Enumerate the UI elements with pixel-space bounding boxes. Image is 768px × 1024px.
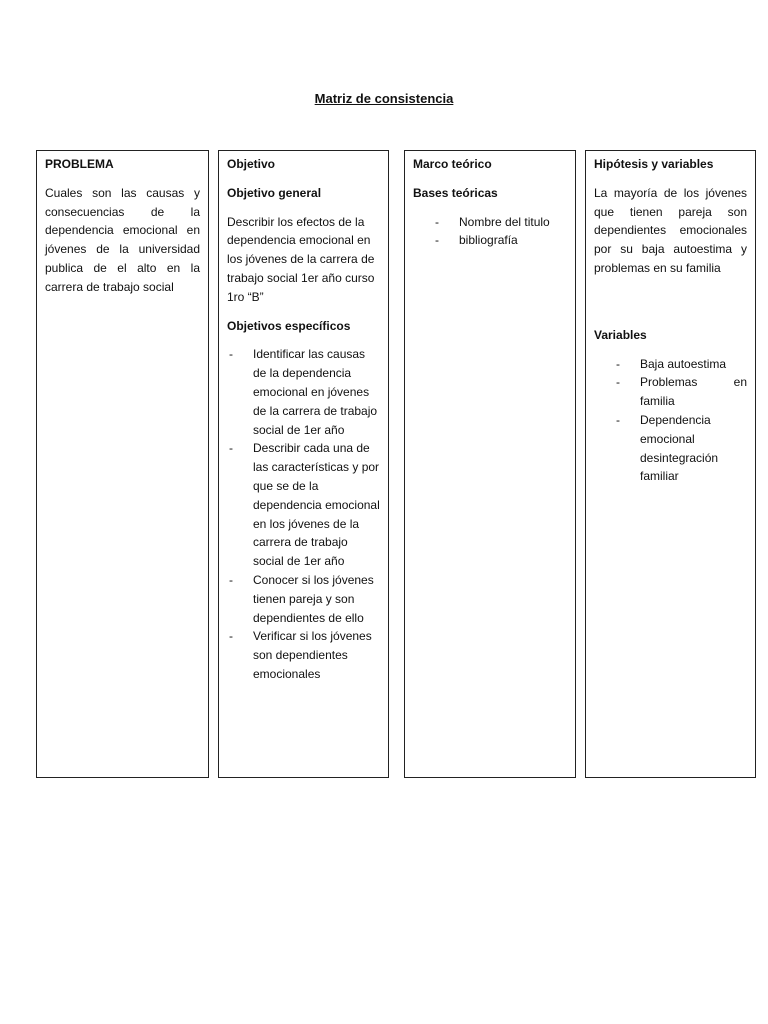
objetivo-heading: Objetivo (227, 157, 276, 171)
list-item: - bibliografía (413, 231, 567, 250)
hipotesis-heading: Hipótesis y variables (594, 157, 714, 171)
variables-heading: Variables (594, 327, 647, 342)
objetivo-general-heading: Objetivo general (227, 185, 322, 200)
list-item: - Baja autoestima (594, 355, 747, 374)
spacer (594, 288, 747, 326)
objetivos-especificos-list (227, 345, 380, 683)
bases-teoricas-heading: Bases teóricas (413, 185, 498, 200)
marco-teorico-heading: Marco teórico (413, 157, 492, 171)
objetivo-column (218, 150, 389, 778)
problema-heading: PROBLEMA (45, 157, 114, 171)
list-item: - Verificar si los jóvenes son dependientes emocionales (227, 627, 380, 683)
problema-column (36, 150, 209, 778)
document-title: Matriz de consistencia (314, 91, 454, 106)
list-item: - Describir cada una de las características y por que se de la dependencia emocional en los jóvenes de la carrera de trabajo social de 1er año (227, 439, 380, 571)
objetivos-especificos-heading: Objetivos específicos (227, 318, 351, 333)
marco-teorico-column (404, 150, 576, 778)
variables-list (594, 355, 747, 487)
list-item: - Identificar las causas de la dependencia emocional en jóvenes de la carrera de trabajo social de 1er año (227, 345, 380, 439)
bases-teoricas-list (413, 213, 567, 251)
hipotesis-text: La mayoría de los jóvenes que tienen pareja son dependientes emocionales por su baja autoestima y problemas en su familia (594, 185, 747, 275)
problema-text: Cuales son las causas y consecuencias de la dependencia emocional en jóvenes de la universidad publica de el alto en la carrera de trabajo social (45, 185, 200, 294)
list-item: - Problemas en familia (594, 373, 747, 411)
list-item: - Dependencia emocional desintegración familiar (594, 411, 747, 486)
hipotesis-column (585, 150, 756, 778)
list-item: - Nombre del titulo (413, 213, 567, 232)
objetivo-general-text: Describir los efectos de la dependencia emocional en los jóvenes de la carrera de trabajo social 1er año curso 1ro “B” (227, 214, 375, 304)
list-item: - Conocer si los jóvenes tienen pareja y son dependientes de ello (227, 571, 380, 627)
